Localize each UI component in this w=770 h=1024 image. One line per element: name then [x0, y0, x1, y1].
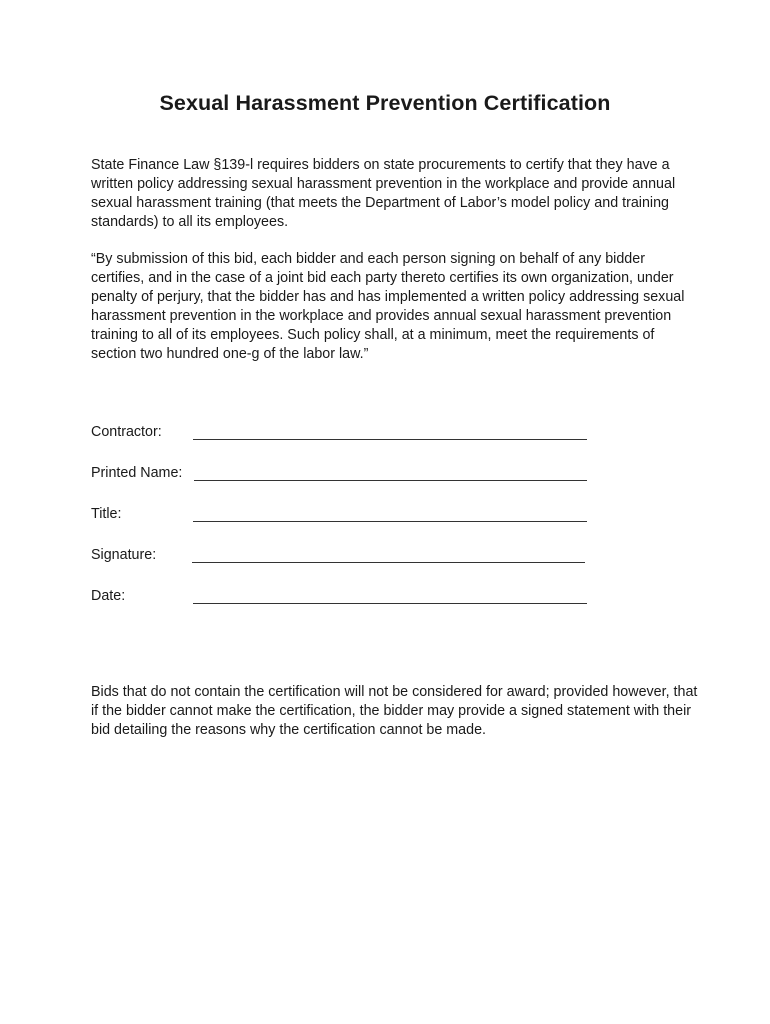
intro-line: State Finance Law §139-l requires bidders on state procurements to certify that they have a	[91, 157, 670, 173]
date-line[interactable]	[193, 603, 587, 604]
quote-line: training to all of its employees. Such policy shall, at a minimum, meet the requirements of	[91, 327, 655, 343]
signature-field	[91, 546, 591, 568]
footer-line: if the bidder cannot make the certification, the bidder may provide a signed statement with their	[91, 703, 692, 719]
footer-paragraph	[91, 683, 698, 740]
certification-quote	[91, 250, 691, 364]
contractor-label: Contractor:	[91, 424, 162, 440]
signature-label: Signature:	[91, 547, 157, 563]
title-field	[91, 505, 591, 527]
intro-line: written policy addressing sexual harassment prevention in the workplace and provide annual	[91, 176, 676, 192]
quote-line: harassment prevention in the workplace and provides annual sexual harassment prevention	[91, 308, 672, 324]
contractor-signature-line[interactable]	[193, 439, 587, 440]
quote-line: “By submission of this bid, each bidder and each person signing on behalf of any bidder	[91, 251, 645, 267]
printed-name-field	[91, 464, 591, 486]
printed-name-label: Printed Name:	[91, 465, 183, 481]
intro-line: standards) to all its employees.	[91, 214, 289, 230]
intro-paragraph	[91, 156, 691, 232]
document-title: Sexual Harassment Prevention Certification	[159, 91, 611, 115]
date-field	[91, 587, 591, 609]
signature-line[interactable]	[192, 562, 585, 563]
title-line[interactable]	[193, 521, 587, 522]
date-label: Date:	[91, 588, 126, 604]
intro-line: sexual harassment training (that meets the Department of Labor’s model policy and training	[91, 195, 670, 211]
title-label: Title:	[91, 506, 122, 522]
quote-line: penalty of perjury, that the bidder has and has implemented a written policy addressing sexual	[91, 289, 685, 305]
contractor-field	[91, 423, 591, 445]
quote-line: section two hundred one-g of the labor law.”	[91, 346, 369, 362]
footer-line: bid detailing the reasons why the certification cannot be made.	[91, 722, 486, 738]
printed-name-line[interactable]	[194, 480, 587, 481]
quote-line: certifies, and in the case of a joint bid each party thereto certifies its own organization, under	[91, 270, 674, 286]
footer-line: Bids that do not contain the certification will not be considered for award; provided however, that	[91, 684, 698, 700]
